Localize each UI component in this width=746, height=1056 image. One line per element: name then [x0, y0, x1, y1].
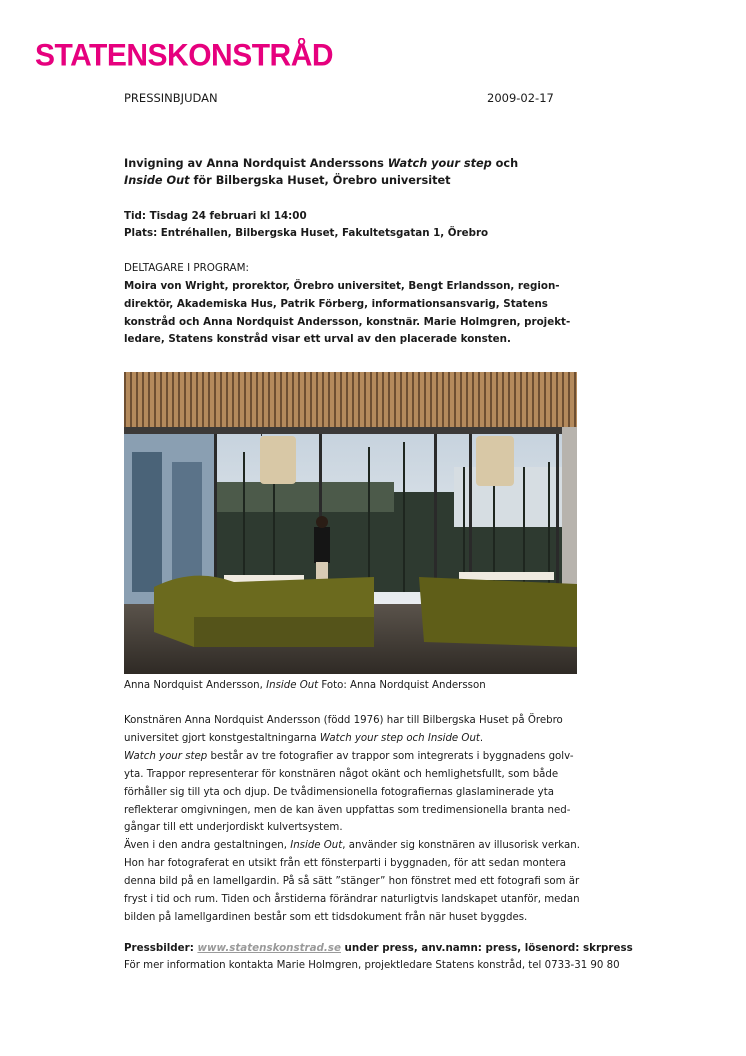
title-text-3: för Bilbergska Huset, Örebro universitet — [189, 174, 451, 187]
document-type: PRESSINBJUDAN — [124, 91, 218, 105]
logo-statens-konstrad: STATENSKONSTRÅD — [35, 38, 334, 73]
press-title — [124, 155, 564, 189]
body-line: Konstnären Anna Nordquist Andersson (född 1976) har till Bilbergska Huset på Örebro — [124, 715, 563, 726]
title-text-1: Invigning av Anna Nordquist Anderssons — [124, 157, 388, 170]
caption-artist: Anna Nordquist Andersson, — [124, 680, 267, 691]
program-participants — [124, 278, 571, 349]
body-line: fryst i tid och rum. Tiden och årstiderna förändrar naturligtvis landskapet utanför, medan — [124, 894, 580, 906]
body-italic: Watch your step — [124, 750, 208, 762]
artwork-photo — [124, 372, 577, 674]
body-span: , använder sig konstnären av illusorisk verkan. — [342, 840, 580, 852]
program-heading: DELTAGARE I PROGRAM: — [124, 262, 249, 274]
press-label: Pressbilder: — [124, 942, 198, 954]
program-line: Moira von Wright, prorektor, Örebro universitet, Bengt Erlandsson, region- — [124, 280, 560, 292]
press-images — [124, 942, 633, 954]
body-line: reflekterar omgivningen, men de kan även uppfattas som tredimensionella branta ned- — [124, 804, 571, 816]
caption-work: Inside Out — [266, 680, 319, 691]
body-italic: Inside Out — [290, 840, 343, 852]
press-credentials: under press, anv.namn: press, lösenord: skrpress — [340, 942, 633, 954]
event-details — [124, 208, 594, 242]
body-line — [124, 837, 624, 855]
document-date: 2009-02-17 — [487, 91, 554, 105]
body-text — [124, 712, 624, 927]
program-line: konstråd och Anna Nordquist Andersson, konstnär. Marie Holmgren, projekt- — [124, 315, 571, 328]
body-line: Hon har fotograferat en utsikt från ett fönsterparti i byggnaden, för att sedan montera — [124, 858, 566, 870]
contact-info: För mer information kontakta Marie Holmgren, projektledare Statens konstråd, tel 0733-31 90 80 — [124, 960, 620, 971]
body-line: denna bild på en lamellgardin. På så sätt ”stänger” hon fönstret med ett fotografi som är — [124, 876, 580, 888]
body-span: består av tre fotografier av trappor som integrerats i byggnadens golv- — [207, 750, 574, 762]
body-line: gångar till ett underjordiskt kulvertsystem. — [124, 822, 343, 834]
press-link[interactable]: www.statenskonstrad.se — [197, 942, 341, 954]
body-span: . — [479, 732, 484, 744]
body-span: Även i den andra gestaltningen, — [124, 840, 291, 852]
program-line: direktör, Akademiska Hus, Patrik Förberg, informationsansvarig, Statens — [124, 297, 548, 310]
body-span: universitet gjort konstgestaltningarna — [124, 732, 320, 744]
body-line — [124, 730, 624, 748]
title-work-2: Inside Out — [124, 174, 190, 187]
body-italic: Watch your step och Inside Out — [319, 732, 480, 744]
event-place: Plats: Entréhallen, Bilbergska Huset, Fakultetsgatan 1, Örebro — [124, 227, 489, 239]
body-line: yta. Trappor representerar för konstnären något okänt och hemlighetsfullt, som både — [124, 768, 559, 780]
event-time: Tid: Tisdag 24 februari kl 14:00 — [124, 210, 307, 222]
body-line: bilden på lamellgardinen består som ett tidsdokument från när huset byggdes. — [124, 911, 528, 923]
title-text-2: och — [491, 157, 519, 170]
caption-credit: Foto: Anna Nordquist Andersson — [318, 680, 486, 691]
body-line: förhåller sig till yta och djup. De tvådimensionella fotografiernas glaslaminerade yta — [124, 786, 554, 798]
photo-caption — [124, 680, 486, 691]
title-work-1: Watch your step — [387, 157, 492, 170]
program-line: ledare, Statens konstråd visar ett urval av den placerade konsten. — [124, 333, 511, 346]
body-line — [124, 748, 624, 766]
